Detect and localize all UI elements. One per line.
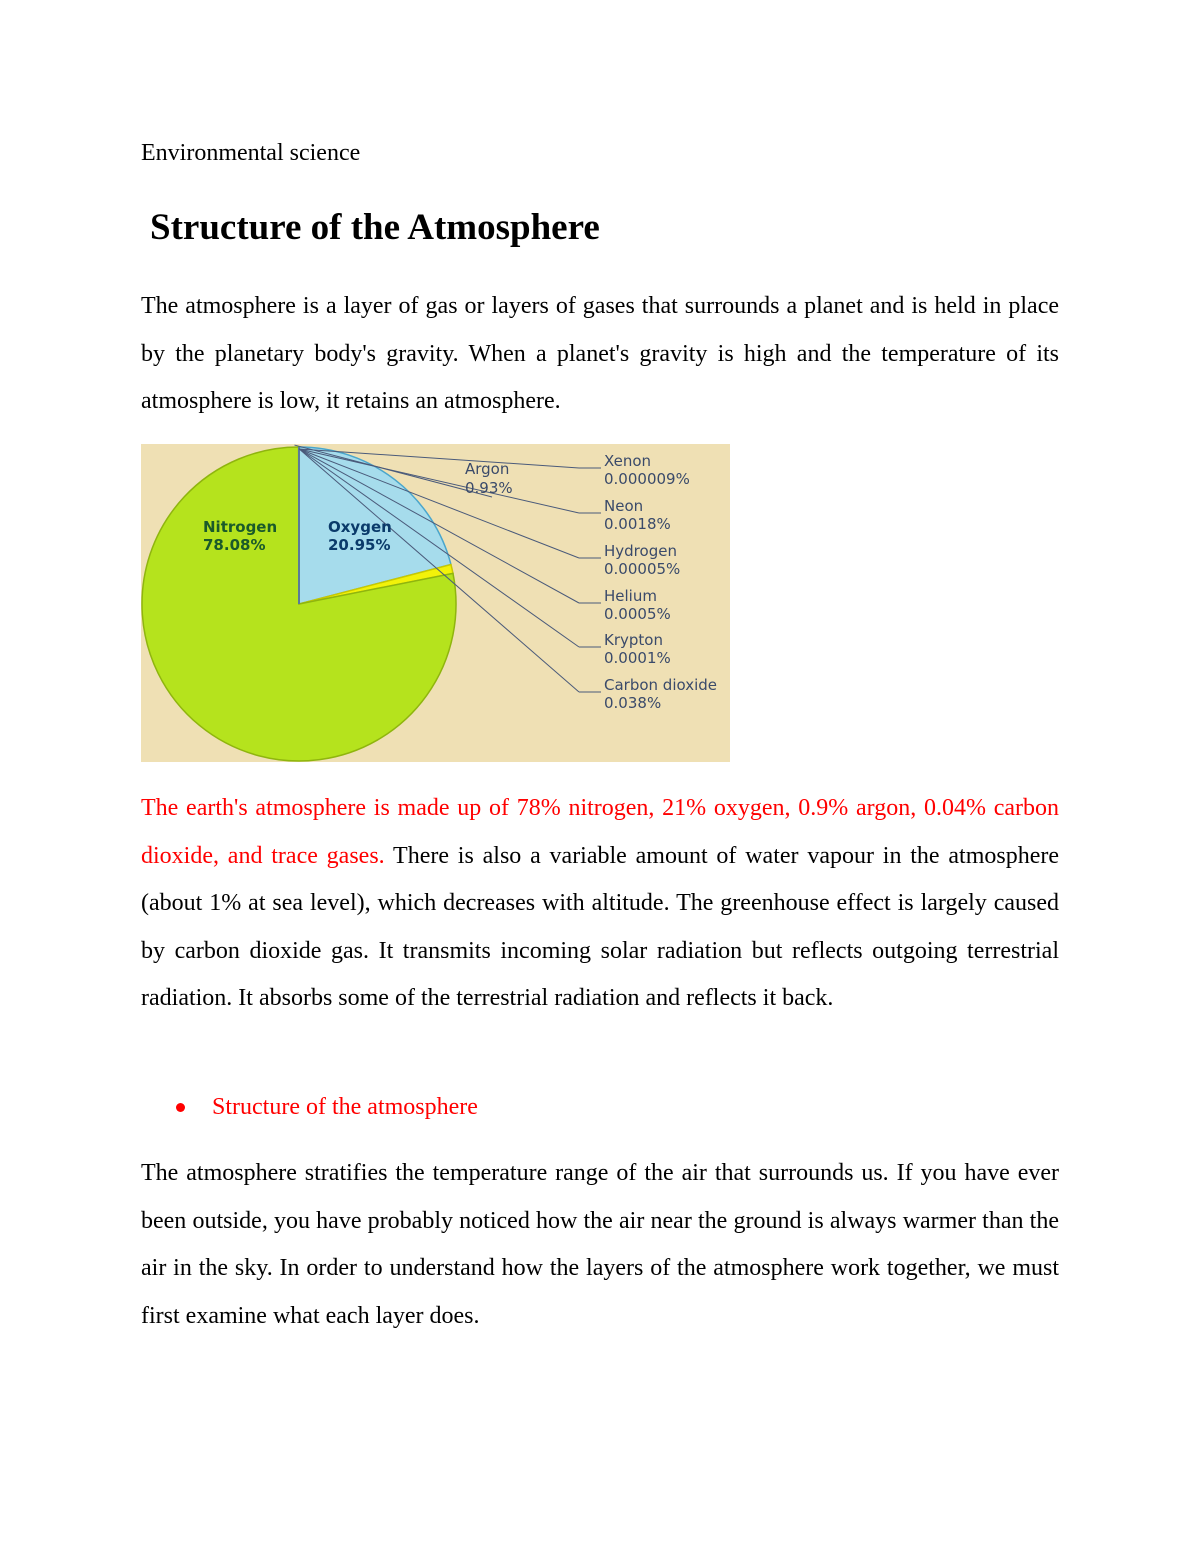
carbon-dioxide-name-label: Carbon dioxide (604, 676, 718, 694)
krypton-value-label: 0.0001% (604, 649, 671, 667)
oxygen-value-label: 20.95% (328, 536, 391, 554)
composition-text: There is also a variable amount of water vapour in the atmosphere (about 1% at sea level), which decreases with altitude. The greenhouse effect is largely caused by carbon dioxide gas. It transmits incoming solar radiation but reflects outgoing terrestrial radiation. It absorbs some of the terrestrial radiation and reflects it back. (141, 842, 1059, 1011)
bullet-item (176, 1094, 478, 1121)
pie-slices (142, 447, 456, 761)
hydrogen-value-label: 0.00005% (604, 560, 681, 578)
document-subject: Environmental science (141, 140, 361, 166)
neon-name-label: Neon (604, 497, 644, 515)
composition-paragraph (141, 785, 1059, 1023)
krypton-name-label: Krypton (604, 631, 663, 649)
nitrogen-value-label: 78.08% (203, 536, 266, 554)
pie-chart-svg (141, 444, 730, 762)
xenon-name-label: Xenon (604, 452, 652, 470)
layers-paragraph: The atmosphere stratifies the temperature range of the air that surrounds us. If you have ever been outside, you have probably noticed how the air near the ground is always warmer than the air in the sky. In order to understand how the layers of the atmosphere work together, we must first examine what each layer does. (141, 1160, 1059, 1329)
bullet-dot-icon (176, 1103, 185, 1112)
helium-value-label: 0.0005% (604, 605, 671, 623)
composition-highlight: The earth's atmosphere is made up of 78% nitrogen, 21% oxygen, 0.9% argon, 0.04% carbon dioxide, and trace gases. (141, 795, 1059, 869)
argon-name-label: Argon (465, 460, 510, 478)
helium-name-label: Helium (604, 587, 657, 605)
atmosphere-composition-pie-chart (141, 444, 730, 762)
hydrogen-name-label: Hydrogen (604, 542, 677, 560)
bullet-label: Structure of the atmosphere (212, 1094, 478, 1120)
nitrogen-name-label: Nitrogen (203, 518, 278, 536)
neon-value-label: 0.0018% (604, 515, 671, 533)
argon-value-label: 0.93% (465, 479, 513, 497)
intro-paragraph: The atmosphere is a layer of gas or layers of gases that surrounds a planet and is held in place by the planetary body's gravity. When a planet's gravity is high and the temperature of its atmosphere is low, it retains an atmosphere. (141, 293, 1059, 414)
xenon-value-label: 0.000009% (604, 470, 690, 488)
page-title: Structure of the Atmosphere (150, 207, 600, 248)
oxygen-name-label: Oxygen (328, 518, 392, 536)
carbon-dioxide-value-label: 0.038% (604, 694, 662, 712)
